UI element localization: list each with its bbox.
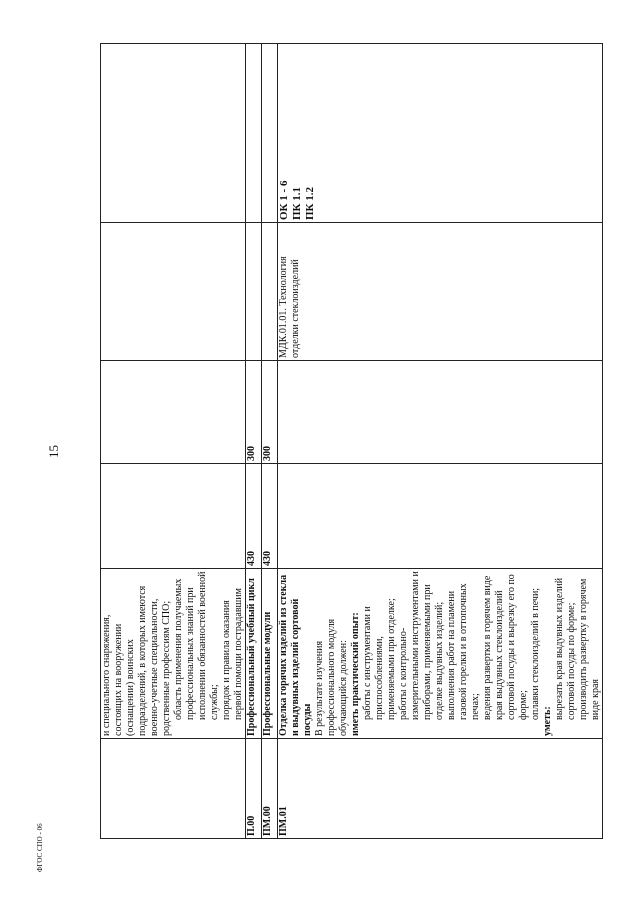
cell-module-description (278, 569, 603, 739)
skills-label: уметь: (542, 706, 553, 736)
curriculum-table (100, 43, 603, 839)
cell-competencies (278, 44, 603, 223)
cell-code: П.00 (246, 739, 262, 839)
continuation-line: и специального снаряжения, состоящих на вооружении (оснащении) воинских подразделений, в которых имеются военно-учетные специальности, родственные профессиям СПО; (101, 585, 172, 736)
practice-label: иметь практический опыт: (350, 612, 361, 736)
cell-code: ПМ.00 (262, 739, 278, 839)
module-intro: В результате изучения профессионального модуля обучающийся должен: (314, 618, 349, 736)
cell-title: Профессиональный учебный цикл (246, 569, 262, 739)
practice-item: работы с контрольно-измерительными инструментами и приборами, применяемыми при отделке выдувных изделий; (398, 571, 445, 720)
cell-code-empty (101, 739, 246, 839)
cell-required-load-empty (278, 361, 603, 464)
module-title: Отделка горячих изделий из стекла и выдувных изделий сортовой посуды (278, 574, 313, 736)
practice-item: ведения развертки в горячем виде края выдувных стеклоизделий сортовой посуды и вырезку его по форме; (482, 574, 529, 720)
rotated-table-wrapper (100, 44, 601, 839)
cell-required-load: 300 (262, 361, 278, 464)
cell-discipline-empty (246, 223, 262, 361)
cell-required-load: 300 (246, 361, 262, 464)
cell-knowledge-continuation (101, 569, 246, 739)
skills-item: производить развертку в горячем виде края (578, 578, 601, 720)
footer-code: ФГОС СПО - 06 (36, 823, 44, 872)
cell-max-load-empty (101, 464, 246, 569)
page-number: 15 (46, 445, 61, 458)
cell-competency-empty (246, 44, 262, 223)
practice-item: работы с инструментами и приспособлениями, применяемыми при отделке; (362, 598, 397, 720)
table-row-continuation (101, 44, 246, 839)
cell-required-load-empty (101, 361, 246, 464)
cell-max-load-empty (278, 464, 603, 569)
cell-max-load: 430 (262, 464, 278, 569)
skills-item: вырезать края выдувных изделий сортовой посуды по форме; (554, 577, 577, 720)
practice-item: выполнения работ на пламени газовой горелки и в оттопочных печах; (446, 583, 481, 720)
table-row-pm01 (278, 44, 603, 839)
cell-code: ПМ.01 (278, 739, 603, 839)
cell-max-load: 430 (246, 464, 262, 569)
table-row-p00 (246, 44, 262, 839)
competency-code: ПК 1.2 (304, 186, 317, 220)
cell-discipline-empty (262, 223, 278, 361)
cell-discipline: МДК.01.01. Технология отделки стеклоизделий (278, 223, 603, 361)
cell-discipline-empty (101, 223, 246, 361)
practice-item: оплавки стеклоизделий в печи; (530, 587, 541, 720)
cell-competency-empty (262, 44, 278, 223)
table-row-pm00 (262, 44, 278, 839)
competency-code: ОК 1 - 6 (278, 180, 290, 220)
competency-code: ПК 1.1 (291, 186, 304, 220)
continuation-line: область применения получаемых профессиональных знаний при исполнении обязанностей военной службы; (173, 571, 220, 720)
continuation-line: порядок и правила оказания первой помощи пострадавшим (221, 588, 244, 720)
cell-competency-empty (101, 44, 246, 223)
cell-title: Профессиональные модули (262, 569, 278, 739)
